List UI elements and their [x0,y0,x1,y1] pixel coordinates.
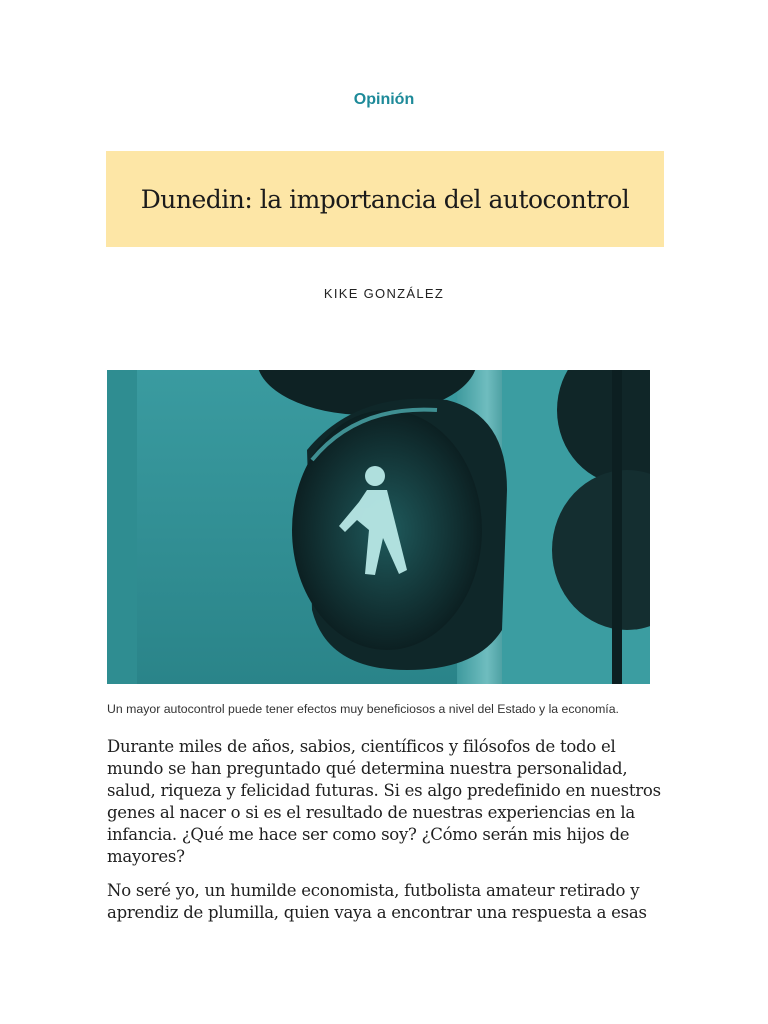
article-photo [107,370,650,684]
article-body [107,736,663,936]
article-title: Dunedin: la importancia del autocontrol [140,184,630,214]
title-box [106,151,664,247]
article-paragraph: No seré yo, un humilde economista, futbolista amateur retirado y aprendiz de plumilla, quien vaya a encontrar una respuesta a esas [107,881,647,922]
article-author[interactable]: KIKE GONZÁLEZ [323,286,445,301]
pedestrian-traffic-light-icon [107,370,650,684]
section-label[interactable]: Opinión [353,91,415,108]
image-caption: Un mayor autocontrol puede tener efectos muy beneficiosos a nivel del Estado y la economía. [107,702,619,716]
article-paragraph: Durante miles de años, sabios, científicos y filósofos de todo el mundo se han preguntado qué determina nuestra personalidad, salud, riqueza y felicidad futuras. Si es algo predefinido en nuestros genes al nacer o si es el resultado de nuestras experiencias en la infancia. ¿Qué me hace ser como soy? ¿Cómo serán mis hijos de mayores? [107,737,661,866]
